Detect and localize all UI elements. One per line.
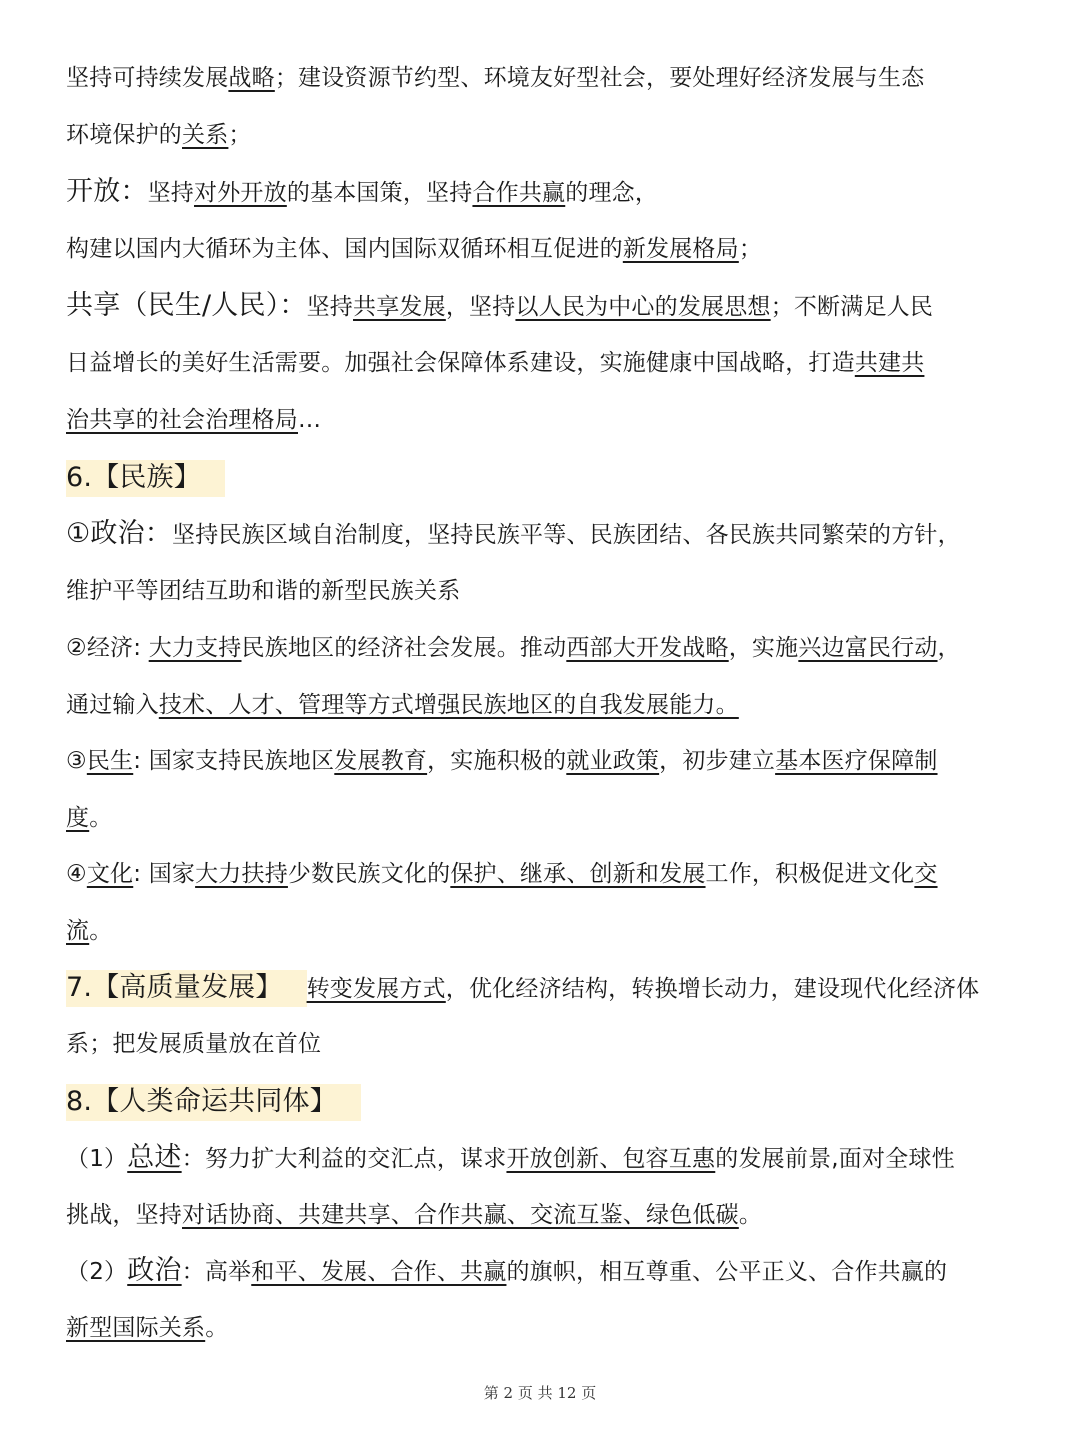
text-segment: 民生 — [86, 748, 134, 774]
text-segment: 和平、发展、合作、共赢 — [251, 1259, 507, 1285]
text-segment: ：努力扩大利益的交汇点，谋求 — [181, 1146, 507, 1172]
term-label: 政治 — [127, 1255, 182, 1286]
text-line — [66, 347, 924, 379]
text-segment: 环境保护的 — [66, 122, 182, 148]
text-line — [66, 689, 739, 721]
text-segment: ，坚持 — [445, 294, 516, 320]
text-segment: ，优化经济结构，转换增长动力，建设现代化经济体 — [445, 976, 980, 1002]
text-segment: 技术、人才、管理等方式增强民族地区的自我发展能力。 — [158, 692, 739, 718]
term-label: 开放： — [66, 176, 148, 207]
text-segment: ；建设资源节约型、环境友好型社会，要处理好经济发展与生态 — [274, 65, 925, 91]
text-segment: ；不断满足人民 — [770, 294, 934, 320]
text-segment: 的基本国策，坚持 — [286, 180, 473, 206]
text-segment: 坚持民族区域自治制度，坚持民族平等、民族团结、各民族共同繁荣的方针， — [172, 522, 961, 548]
text-line — [66, 290, 933, 323]
text-line — [66, 462, 225, 495]
text-line — [66, 858, 938, 890]
text-line — [66, 1086, 361, 1119]
text-segment: 就业政策 — [566, 748, 660, 774]
text-line — [66, 404, 321, 436]
text-line — [66, 575, 460, 607]
section-heading: 7.【高质量发展】 — [66, 970, 307, 1007]
text-line — [66, 518, 961, 551]
text-segment: 交 — [914, 861, 938, 887]
text-segment: 系；把发展质量放在首位 — [66, 1031, 322, 1057]
text-line — [66, 915, 112, 947]
text-segment: 新发展格局 — [622, 236, 739, 262]
text-segment: ：高举 — [181, 1259, 252, 1285]
text-segment: 战略 — [228, 65, 275, 91]
text-segment: … — [298, 407, 322, 433]
text-segment: 大力扶持 — [195, 861, 288, 887]
text-segment: 流 — [66, 918, 90, 944]
term-label: 总述 — [127, 1142, 182, 1173]
text-line — [66, 745, 938, 777]
section-heading: 6.【民族】 — [66, 460, 225, 497]
text-line — [66, 1255, 947, 1288]
text-segment: 维护平等团结互助和谐的新型民族关系 — [66, 578, 461, 604]
text-line — [66, 233, 762, 265]
page-footer: 第 2 页 共 12 页 — [483, 1384, 597, 1402]
text-segment: 少数民族文化的 — [287, 861, 451, 887]
text-segment: 。 — [89, 918, 113, 944]
text-segment: 日益增长的美好生活需要。加强社会保障体系建设，实施健康中国战略，打造 — [66, 350, 855, 376]
text-line — [66, 1199, 762, 1231]
text-segment: ； — [228, 122, 252, 148]
text-segment: 坚持可持续发展 — [66, 65, 229, 91]
text-segment: ， — [937, 635, 961, 661]
text-segment: 的理念， — [565, 180, 659, 206]
text-segment: : 国家 — [133, 861, 196, 887]
text-segment: ，实施积极的 — [427, 748, 567, 774]
text-segment: ，实施 — [728, 635, 799, 661]
text-segment: 的旗帜，相互尊重、公平正义、合作共赢的 — [506, 1259, 948, 1285]
text-line — [66, 1142, 955, 1175]
text-segment: 工作，积极促进文化 — [705, 861, 915, 887]
text-segment: 发展教育 — [334, 748, 428, 774]
text-line — [66, 1028, 321, 1060]
text-segment: ，初步建立 — [659, 748, 776, 774]
text-line — [66, 176, 658, 209]
term-label: 共享（民生/人民）： — [66, 290, 307, 321]
text-segment: 开放创新、包容互惠 — [506, 1146, 716, 1172]
text-segment: : 国家支持民族地区 — [133, 748, 335, 774]
term-label: ①政治： — [66, 518, 173, 549]
text-segment: 。 — [205, 1315, 229, 1341]
text-segment: 挑战，坚持 — [66, 1202, 182, 1228]
text-segment: 。 — [89, 805, 113, 831]
text-segment: （2） — [66, 1259, 128, 1285]
text-segment: ④ — [66, 861, 87, 887]
text-segment: 对话协商、共建共享、合作共赢、交流互鉴、绿色低碳 — [182, 1202, 739, 1228]
text-segment: （1） — [66, 1146, 128, 1172]
text-line — [66, 802, 112, 834]
text-segment: 共享发展 — [353, 294, 446, 320]
text-segment: 合作共赢 — [472, 180, 566, 206]
text-segment: ； — [738, 236, 763, 262]
text-segment: 治共享的社会治理格局 — [66, 407, 298, 433]
text-segment: 对外开放 — [194, 180, 287, 206]
text-segment: 民族地区的经济社会发展。推动 — [241, 635, 567, 661]
text-segment: 坚持 — [147, 180, 195, 206]
text-segment: ③ — [66, 748, 87, 774]
text-line — [66, 972, 979, 1005]
text-segment: 度 — [66, 805, 90, 831]
text-segment: 文化 — [86, 861, 134, 887]
text-segment: ②经济: — [66, 635, 149, 661]
text-segment: 构建以国内大循环为主体、国内国际双循环相互促进的 — [66, 236, 623, 262]
text-segment: 兴边富民行动 — [798, 635, 938, 661]
text-segment: 的发展前景,面对全球性 — [715, 1146, 955, 1172]
text-segment: 关系 — [182, 122, 229, 148]
text-segment: 保护、继承、创新和发展 — [450, 861, 706, 887]
text-line — [66, 632, 961, 664]
section-heading: 8.【人类命运共同体】 — [66, 1084, 361, 1121]
text-segment: 西部大开发战略 — [566, 635, 729, 661]
text-segment: 大力支持 — [148, 635, 242, 661]
text-segment: 坚持 — [306, 294, 354, 320]
text-segment: 共建共 — [854, 350, 925, 376]
text-line — [66, 1312, 228, 1344]
text-segment: 以人民为中心的发展思想 — [515, 294, 771, 320]
text-segment: 。 — [738, 1202, 763, 1228]
text-segment: 通过输入 — [66, 692, 159, 718]
text-line — [66, 62, 924, 94]
text-segment: 基本医疗保障制 — [775, 748, 938, 774]
text-segment: 新型国际关系 — [66, 1315, 206, 1341]
text-line — [66, 119, 252, 151]
text-segment: 转变发展方式 — [306, 976, 446, 1002]
